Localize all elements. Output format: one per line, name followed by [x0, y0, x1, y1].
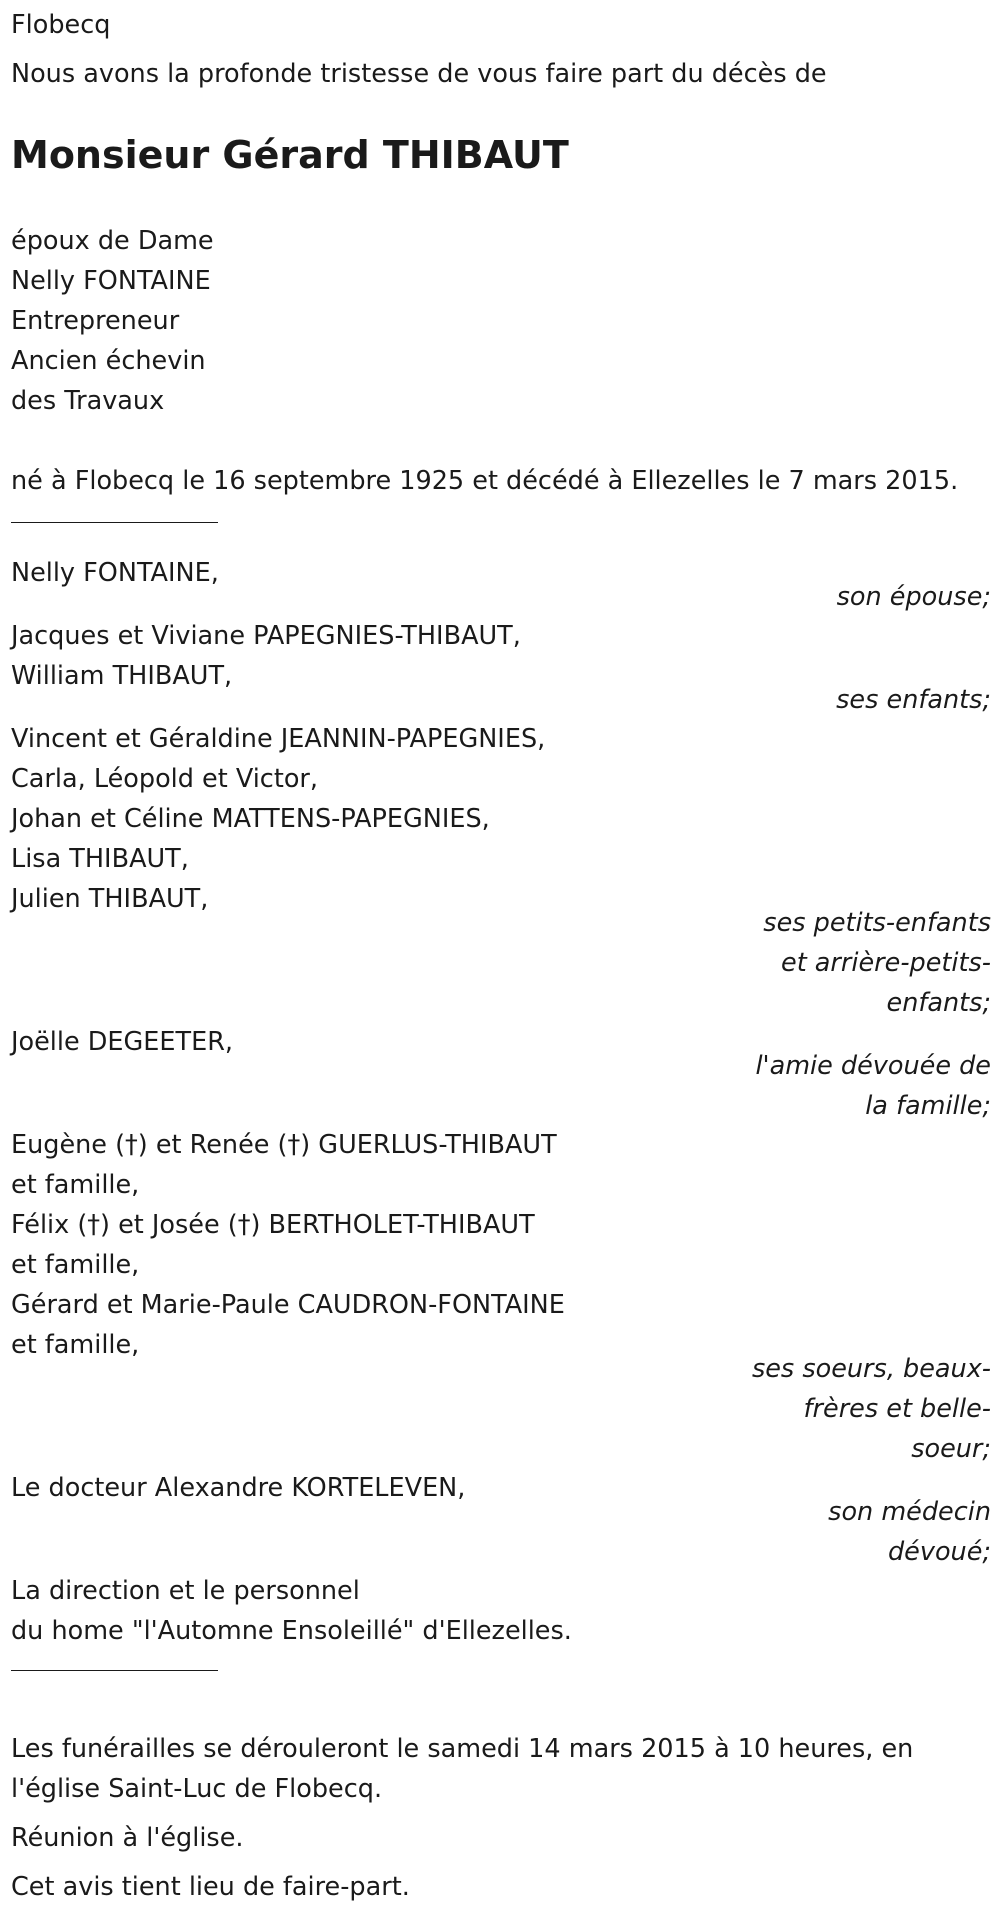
detail-line: Entrepreneur — [11, 306, 180, 336]
family-relation: ses soeurs, beaux- — [751, 1354, 991, 1384]
family-name-line: La direction et le personnel — [11, 1576, 360, 1606]
family-relation: ses petits-enfants — [763, 908, 991, 938]
family-name-line: et famille, — [11, 1170, 140, 1200]
family-name-line: Lisa THIBAUT, — [11, 844, 189, 874]
detail-line: époux de Dame — [11, 226, 214, 256]
funeral-text: l'église Saint-Luc de Flobecq. — [11, 1774, 383, 1804]
family-name-line: Vincent et Géraldine JEANNIN-PAPEGNIES, — [11, 724, 546, 754]
family-name-line: Julien THIBAUT, — [11, 884, 209, 914]
family-relation: l'amie dévouée de — [755, 1051, 991, 1081]
family-name-line: et famille, — [11, 1330, 140, 1360]
family-name-line: Johan et Céline MATTENS-PAPEGNIES, — [11, 804, 490, 834]
family-relation: ses enfants; — [836, 685, 991, 715]
family-name-line: et famille, — [11, 1250, 140, 1280]
detail-line: Nelly FONTAINE — [11, 266, 211, 296]
intro-text: Nous avons la profonde tristesse de vous faire part du décès de — [11, 59, 827, 89]
family-name-line: William THIBAUT, — [11, 661, 233, 691]
separator-line — [11, 522, 218, 523]
family-relation: dévoué; — [887, 1537, 991, 1567]
family-relation: son épouse; — [836, 582, 991, 612]
notice-text: Cet avis tient lieu de faire-part. — [11, 1872, 410, 1902]
family-name-line: Nelly FONTAINE, — [11, 558, 219, 588]
birth-death-text: né à Flobecq le 16 septembre 1925 et décédé à Ellezelles le 7 mars 2015. — [11, 466, 959, 496]
family-name-line: Carla, Léopold et Victor, — [11, 764, 319, 794]
detail-line: des Travaux — [11, 386, 165, 416]
family-name-line: Jacques et Viviane PAPEGNIES-THIBAUT, — [11, 621, 521, 651]
family-relation: soeur; — [911, 1434, 991, 1464]
family-name-line: Félix (†) et Josée (†) BERTHOLET-THIBAUT — [11, 1210, 535, 1240]
funeral-text: Les funérailles se dérouleront le samedi 14 mars 2015 à 10 heures, en — [11, 1734, 914, 1764]
location-text: Flobecq — [11, 10, 111, 40]
family-relation: et arrière-petits- — [781, 948, 991, 978]
deceased-name: Monsieur Gérard THIBAUT — [11, 133, 569, 177]
family-relation: enfants; — [886, 988, 991, 1018]
family-relation: la famille; — [865, 1091, 991, 1121]
family-name-line: du home "l'Automne Ensoleillé" d'Ellezelles. — [11, 1616, 572, 1646]
family-name-line: Eugène (†) et Renée (†) GUERLUS-THIBAUT — [11, 1130, 557, 1160]
family-name-line: Joëlle DEGEETER, — [11, 1027, 234, 1057]
family-name-line: Gérard et Marie-Paule CAUDRON-FONTAINE — [11, 1290, 565, 1320]
family-relation: frères et belle- — [803, 1394, 991, 1424]
separator-line — [11, 1670, 218, 1671]
family-relation: son médecin — [828, 1497, 991, 1527]
detail-line: Ancien échevin — [11, 346, 206, 376]
family-name-line: Le docteur Alexandre KORTELEVEN, — [11, 1473, 466, 1503]
meeting-text: Réunion à l'église. — [11, 1823, 244, 1853]
